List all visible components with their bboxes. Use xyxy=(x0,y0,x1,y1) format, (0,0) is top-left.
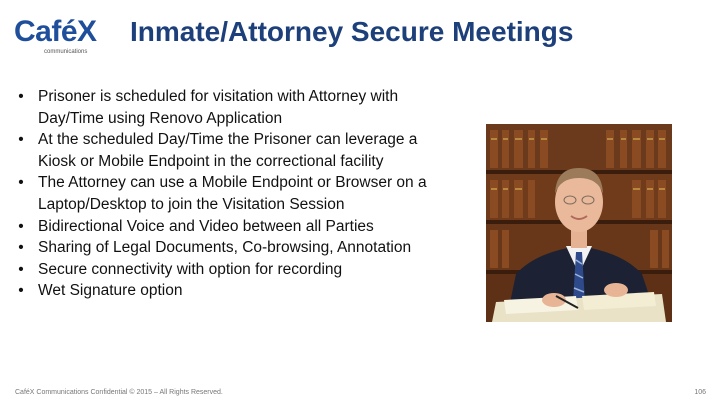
bullet-item xyxy=(14,86,434,129)
bullet-text: Sharing of Legal Documents, Co-browsing, Annotation xyxy=(38,239,412,257)
logo-subtitle: communications xyxy=(44,49,88,55)
bullet-text: At the scheduled Day/Time the Prisoner can leverage a Kiosk or Mobile Endpoint in the correctional facility xyxy=(38,131,418,170)
bullet-text: Bidirectional Voice and Video between all Parties xyxy=(38,217,374,235)
bullet-text: The Attorney can use a Mobile Endpoint or Browser on a Laptop/Desktop to join the Visitation Session xyxy=(38,174,427,213)
bullet-marker-icon: • xyxy=(18,217,24,235)
footer-confidential: CaféX Communications Confidential © 2015 – All Rights Reserved. xyxy=(15,389,223,396)
bullet-marker-icon: • xyxy=(18,174,24,192)
bullet-text: Prisoner is scheduled for visitation with Attorney with Day/Time using Renovo Application xyxy=(38,88,399,127)
bullet-item xyxy=(14,280,434,302)
bullet-item xyxy=(14,237,434,259)
bullet-marker-icon: • xyxy=(18,131,24,149)
bullet-item xyxy=(14,216,434,238)
bullet-item xyxy=(14,129,434,172)
page-number: 106 xyxy=(694,389,706,396)
bullet-marker-icon: • xyxy=(18,88,24,105)
bullet-marker-icon: • xyxy=(18,260,24,278)
logo-wordmark: CaféX xyxy=(14,15,97,48)
bullet-text: Secure connectivity with option for recording xyxy=(38,260,343,278)
bullet-list xyxy=(14,86,434,302)
bullet-text: Wet Signature option xyxy=(38,282,183,300)
bullet-marker-icon: • xyxy=(18,282,24,300)
bullet-marker-icon: • xyxy=(18,239,24,257)
cafex-logo xyxy=(14,16,100,56)
slide-title: Inmate/Attorney Secure Meetings xyxy=(130,16,574,47)
bullet-item xyxy=(14,172,434,215)
bullet-item xyxy=(14,259,434,281)
attorney-photo xyxy=(486,124,672,322)
